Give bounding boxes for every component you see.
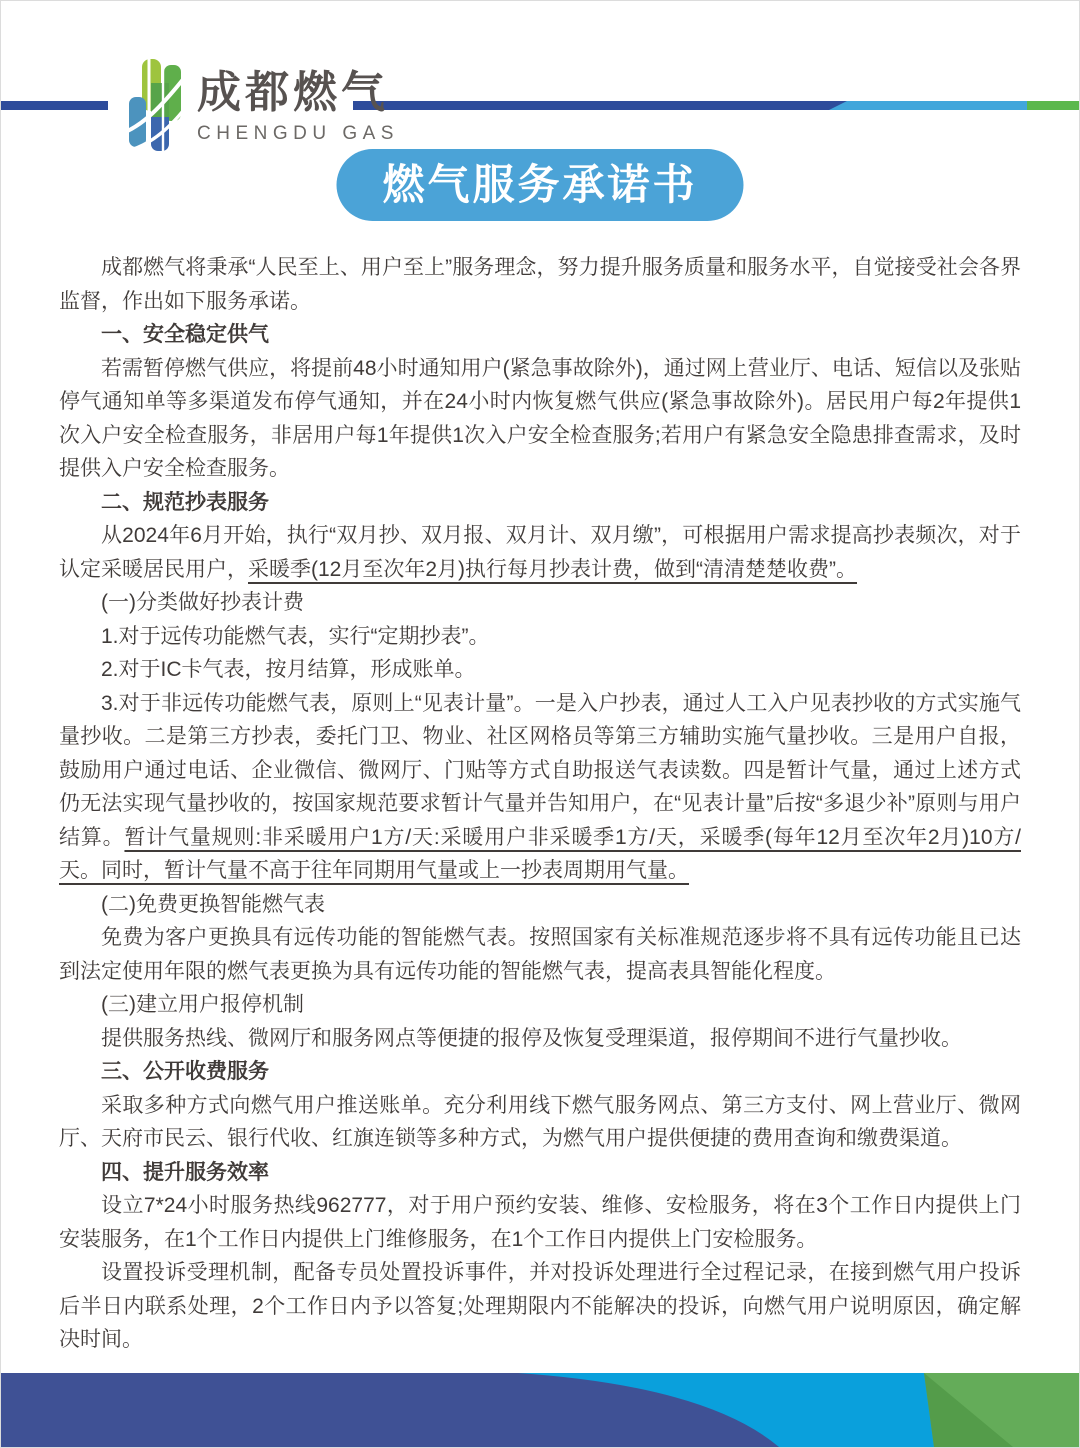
paragraph: 若需暂停燃气供应，将提前48小时通知用户(紧急事故除外)，通过网上营业厅、电话、短信以及张贴停气通知单等多渠道发布停气通知，并在24小时内恢复燃气供应(紧急事故除外)。居民用户每2年提供1次入户安全检查服务，非居用户每1年提供1次入户安全检查服务;若用户有紧急安全隐患排查需求，及时提供入户安全检查服务。	[59, 356, 1021, 480]
paragraph: 免费为客户更换具有远传功能的智能燃气表。按照国家有关标准规范逐步将不具有远传功能且已达到法定使用年限的燃气表更换为具有远传功能的智能燃气表，提高表具智能化程度。	[59, 926, 1021, 983]
paragraph: 采取多种方式向燃气用户推送账单。充分利用线下燃气服务网点、第三方支付、网上营业厅、微网厅、天府市民云、银行代收、红旗连锁等多种方式，为燃气用户提供便捷的费用查询和缴费渠道。	[59, 1093, 1021, 1150]
footer-wave-decoration	[1, 1373, 1080, 1447]
logo-name-en: CHENGDU GAS	[197, 123, 399, 145]
header-rule-right	[353, 101, 1079, 110]
rule-segment-blue	[829, 101, 1027, 110]
logo-name-cn: 成都燃气	[197, 68, 389, 117]
sub-heading: (一)分类做好抄表计费	[101, 591, 304, 614]
paragraph: 3.对于非远传功能燃气表，原则上“见表计量”。一是入户抄表，通过人工入户见表抄收的方式实施气量抄收。二是第三方抄表，委托门卫、物业、社区网格员等第三方辅助实施气量抄收。三是用户自报，鼓励用户通过电话、企业微信、微网厅、门贴等方式自助报送气表读数。四是暂计气量，通过上述方式仍无法实现气量抄收的，按国家规范要求暂计气量并告知用户，在“见表计量”后按“多退少补”原则与用户结算。暂计气量规则:非采暖用户1方/天:采暖用户非采暖季1方/天，采暖季(每年12月至次年2月)10方/天。同时，暂计气量不高于往年同期用气量或上一抄表周期用气量。	[59, 691, 1021, 882]
paragraph: 2.对于IC卡气表，按月结算，形成账单。	[101, 658, 476, 681]
chengdu-gas-logo-icon	[127, 53, 183, 153]
paragraph: 设置投诉受理机制，配备专员处置投诉事件，并对投诉处理进行全过程记录，在接到燃气用户投诉后半日内联系处理，2个工作日内予以答复;处理期限内不能解决的投诉，向燃气用户说明原因，确定解决时间。	[59, 1261, 1021, 1351]
rule-segment-navy	[353, 101, 847, 110]
page-title: 燃气服务承诺书	[336, 149, 743, 221]
logo-text	[197, 69, 399, 145]
document-body	[59, 251, 1021, 1403]
rule-segment-green	[1027, 101, 1079, 110]
section-heading: 二、规范抄表服务	[101, 490, 269, 514]
section-heading: 一、安全稳定供气	[101, 323, 269, 346]
paragraph: 提供服务热线、微网厅和服务网点等便捷的报停及恢复受理渠道，报停期间不进行气量抄收。	[101, 1026, 962, 1050]
section-heading: 四、提升服务效率	[101, 1160, 269, 1184]
header-rule-left	[1, 101, 108, 110]
paragraph: 设立7*24小时服务热线962777，对于用户预约安装、维修、安检服务，将在3个工作日内提供上门安装服务，在1个工作日内提供上门维修服务，在1个工作日内提供上门安检服务。	[59, 1194, 1021, 1251]
sub-heading: (二)免费更换智能燃气表	[101, 892, 325, 916]
section-heading: 三、公开收费服务	[101, 1060, 269, 1083]
sub-heading: (三)建立用户报停机制	[101, 993, 304, 1016]
paragraph: 成都燃气将秉承“人民至上、用户至上”服务理念，努力提升服务质量和服务水平，自觉接受社会各界监督，作出如下服务承诺。	[59, 256, 1021, 313]
paragraph: 从2024年6月开始，执行“双月抄、双月报、双月计、双月缴”，可根据用户需求提高抄表频次，对于认定采暖居民用户，采暖季(12月至次年2月)执行每月抄表计费，做到“清清楚楚收费”。	[59, 524, 1021, 581]
paragraph: 1.对于远传功能燃气表，实行“定期抄表”。	[101, 624, 490, 648]
company-logo	[127, 53, 399, 153]
